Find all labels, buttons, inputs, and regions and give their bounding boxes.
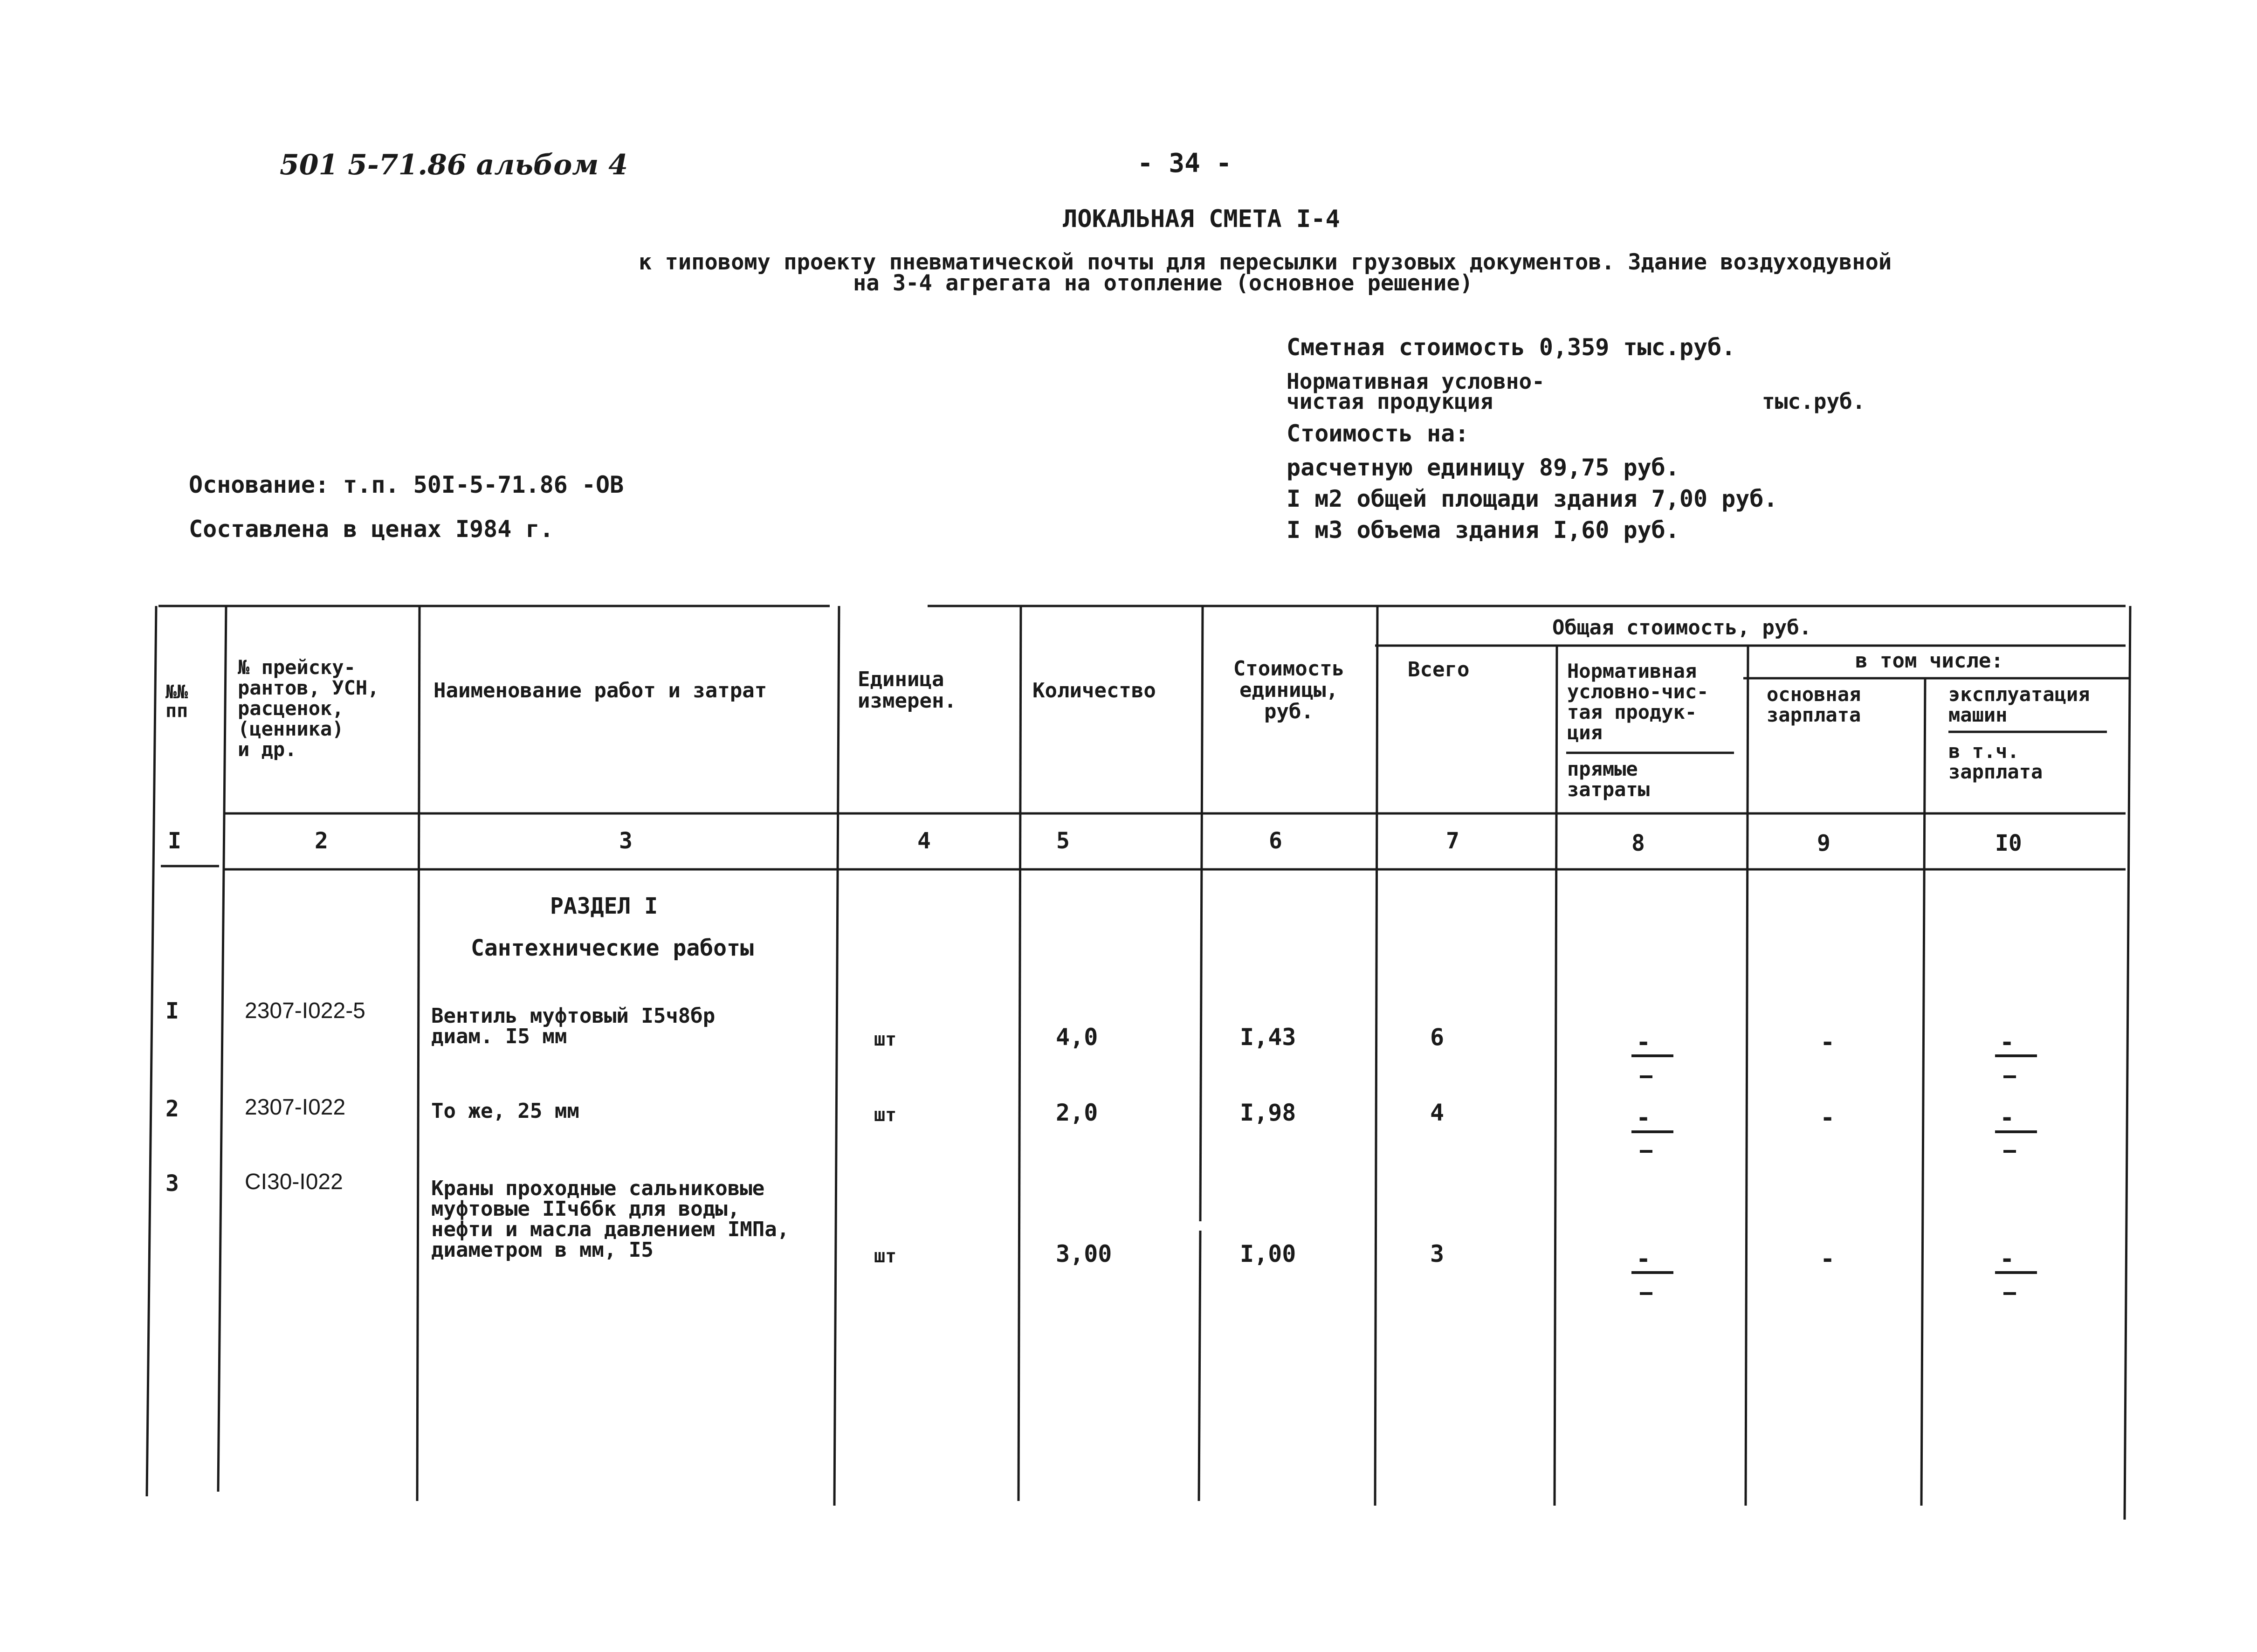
colnum-1: I xyxy=(168,828,181,854)
normative-product-line-2: чистая продукция xyxy=(1287,389,1493,414)
row-name: То же, 25 мм xyxy=(431,1099,579,1123)
page-number: - 34 - xyxy=(1137,148,1232,179)
header-incl-salary: в т.ч. зарплата xyxy=(1948,740,2043,784)
row-unit: шт xyxy=(874,1104,897,1126)
colnum-6: 6 xyxy=(1269,828,1282,854)
colnum-8: 8 xyxy=(1631,830,1645,856)
colnum-3: 3 xyxy=(619,828,633,854)
header-including-group: в том числе: xyxy=(1855,649,2003,673)
row-name: Вентиль муфтовый I5ч8бр диам. I5 мм xyxy=(431,1004,716,1048)
header-quantity: Количество xyxy=(1032,679,1156,702)
cost-per-m3: I м3 объема здания I,60 руб. xyxy=(1287,516,1679,544)
row-total: 6 xyxy=(1430,1024,1445,1051)
row-unit: шт xyxy=(874,1246,897,1267)
header-price-list: № прейску- рантов, УСН, расценок, (ценника) и др. xyxy=(238,656,379,761)
header-unit: Единица измерен. xyxy=(858,668,956,713)
row-base-salary: - xyxy=(1820,1028,1835,1056)
price-year: Составлена в ценах I984 г. xyxy=(189,516,554,543)
row-total: 4 xyxy=(1430,1099,1445,1126)
row-unit-price: I,98 xyxy=(1240,1099,1296,1126)
normative-product-unit: тыс.руб. xyxy=(1762,389,1865,414)
row-number: 3 xyxy=(165,1170,179,1197)
row-quantity: 2,0 xyxy=(1056,1099,1098,1126)
colnum-2: 2 xyxy=(315,828,328,854)
row-number: I xyxy=(165,998,179,1024)
cost-per-heading: Стоимость на: xyxy=(1287,420,1469,447)
row-base-salary: - xyxy=(1820,1245,1835,1273)
row-normative: - xyxy=(1636,1104,1651,1132)
row-total: 3 xyxy=(1430,1240,1445,1267)
row-code: 2307-I022-5 xyxy=(245,998,365,1023)
cost-per-m2: I м2 общей площади здания 7,00 руб. xyxy=(1287,485,1778,512)
colnum-7: 7 xyxy=(1446,828,1459,854)
header-unit-cost: Стоимость единицы, руб. xyxy=(1233,657,1345,724)
section-title: РАЗДЕЛ I xyxy=(550,893,658,919)
row-quantity: 4,0 xyxy=(1056,1024,1098,1051)
header-direct-costs: прямые затраты xyxy=(1567,757,1650,801)
row-unit-price: I,43 xyxy=(1240,1024,1296,1051)
cost-per-unit: расчетную единицу 89,75 руб. xyxy=(1287,454,1679,481)
row-number: 2 xyxy=(165,1096,179,1122)
header-total: Всего xyxy=(1408,658,1470,681)
header-normative-product: Нормативная условно-чис- тая продук- ция xyxy=(1567,660,1709,744)
row-unit: шт xyxy=(874,1029,897,1050)
estimated-cost: Сметная стоимость 0,359 тыс.руб. xyxy=(1287,334,1736,361)
row-machine-operation: - xyxy=(2000,1245,2015,1273)
subtitle-line-2: на 3-4 агрегата на отопление (основное решение) xyxy=(853,270,1473,296)
row-machine-operation: - xyxy=(2000,1104,2015,1132)
row-quantity: 3,00 xyxy=(1056,1240,1112,1267)
header-total-cost-group: Общая стоимость, руб. xyxy=(1552,616,1812,640)
colnum-9: 9 xyxy=(1817,830,1830,856)
handwritten-album-reference: 501 5-71.86 альбом 4 xyxy=(280,149,628,181)
header-work-name: Наименование работ и затрат xyxy=(434,679,767,702)
section-subtitle: Сантехнические работы xyxy=(471,935,754,961)
row-name: Краны проходные сальниковые муфтовые IIч6бк для воды, нефти и масла давлением IМПа, диаметром в мм, I5 xyxy=(431,1177,790,1262)
colnum-10: I0 xyxy=(1995,830,2022,856)
basis-reference: Основание: т.п. 50I-5-71.86 -ОВ xyxy=(189,471,624,498)
row-code: СI30-I022 xyxy=(245,1170,343,1194)
row-normative: - xyxy=(1636,1245,1651,1273)
row-machine-operation: - xyxy=(2000,1028,2015,1056)
colnum-5: 5 xyxy=(1056,828,1070,854)
row-unit-price: I,00 xyxy=(1240,1240,1296,1267)
subtitle-line-1: к типовому проекту пневматической почты для пересылки грузовых документов. Здание воздуходувной xyxy=(639,249,1892,275)
colnum-4: 4 xyxy=(917,828,931,854)
row-code: 2307-I022 xyxy=(245,1095,346,1120)
row-normative: - xyxy=(1636,1028,1651,1056)
header-row-number: №№ пп xyxy=(165,681,188,722)
header-machine-operation: эксплуатация машин xyxy=(1948,683,2090,727)
document-title: ЛОКАЛЬНАЯ СМЕТА I-4 xyxy=(1063,205,1340,233)
header-base-salary: основная зарплата xyxy=(1767,683,1861,727)
row-base-salary: - xyxy=(1820,1104,1835,1132)
normative-product-line-1: Нормативная условно- xyxy=(1287,369,1545,394)
